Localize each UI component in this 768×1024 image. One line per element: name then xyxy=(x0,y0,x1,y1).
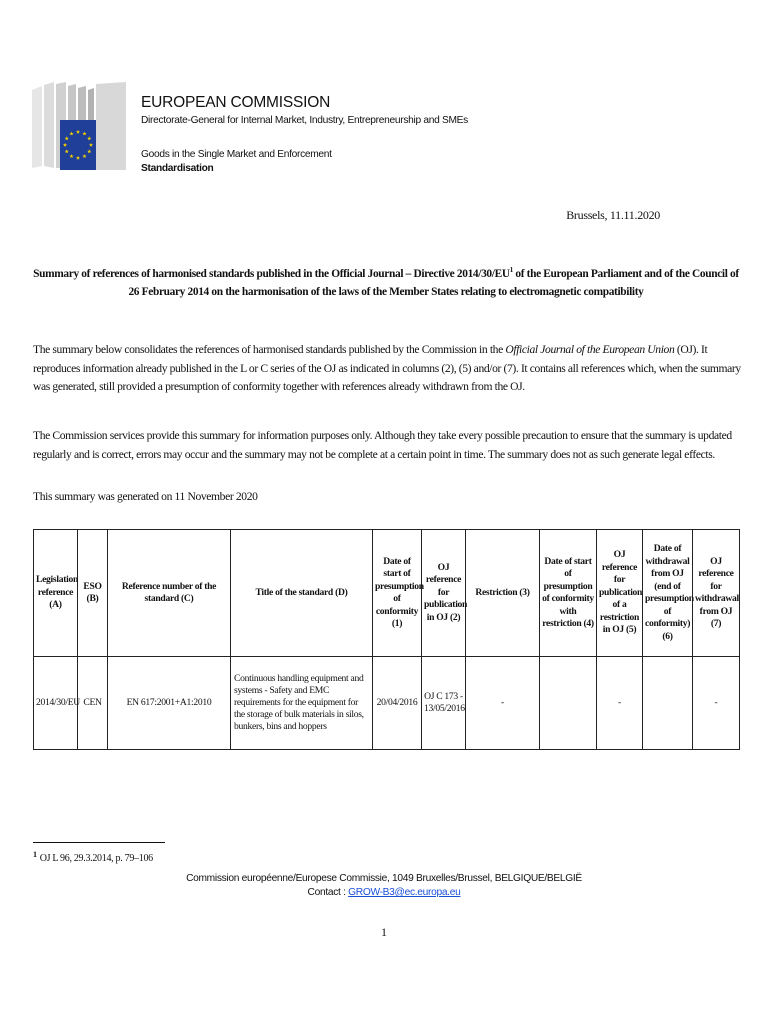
intro-text-a: The summary below consolidates the references of harmonised standards published by the Commission in the xyxy=(33,343,506,356)
header-legislation-reference: Legislation reference (A) xyxy=(34,530,78,657)
header-restriction: Restriction (3) xyxy=(466,530,540,657)
header-oj-reference-withdrawal: OJ reference for withdrawal from OJ (7) xyxy=(693,530,740,657)
unit-subname: Standardisation xyxy=(141,163,214,174)
header-title: Title of the standard (D) xyxy=(231,530,373,657)
intro-paragraph xyxy=(33,341,743,397)
footer-contact-line xyxy=(0,886,768,900)
header-block xyxy=(141,93,468,175)
intro-text-b: (OJ). It reproduces information already published in the L or C series of the OJ as indicated in columns (2), (5) and/or (7). It contains all references which, when the summary was generated, still provided a presumption of conformity together with references already withdrawn from the OJ. xyxy=(33,343,741,393)
european-commission-logo xyxy=(32,82,126,170)
cell-oj-reference-restriction: - xyxy=(597,657,643,750)
standards-table xyxy=(33,529,740,750)
cell-date-start-presumption: 20/04/2016 xyxy=(373,657,422,750)
cell-restriction: - xyxy=(466,657,540,750)
header-reference-number: Reference number of the standard (C) xyxy=(108,530,231,657)
cell-date-withdrawal xyxy=(643,657,693,750)
cell-title: Continuous handling equipment and systems - Safety and EMC requirements for the equipment for the storage of bulk materials in silos, bunkers, bins and hoppers xyxy=(231,657,373,750)
european-commission-logo-icon xyxy=(32,82,126,170)
cell-legislation-reference: 2014/30/EU xyxy=(34,657,78,750)
title-rest: of the European Parliament and of the Council of 26 February 2014 on the harmonisation of the laws of the Member States relating to electromagnetic compatibility xyxy=(128,268,739,298)
header-oj-reference-publication: OJ reference for publication in OJ (2) xyxy=(422,530,466,657)
table-row xyxy=(34,657,740,750)
header-date-withdrawal: Date of withdrawal from OJ (end of presumption of conformity) (6) xyxy=(643,530,693,657)
organisation-name: EUROPEAN COMMISSION xyxy=(141,94,331,111)
directorate-name: Directorate-General for Internal Market, Industry, Entrepreneurship and SMEs xyxy=(141,115,468,126)
cell-oj-reference-publication: OJ C 173 - 13/05/2016 xyxy=(422,657,466,750)
generated-date-paragraph: This summary was generated on 11 November 2020 xyxy=(33,490,258,503)
contact-label: Contact : xyxy=(307,887,349,898)
footer-contact xyxy=(0,872,768,900)
intro-journal-name: Official Journal of the European Union xyxy=(505,343,675,356)
contact-email-link[interactable]: GROW-B3@ec.europa.eu xyxy=(348,887,461,898)
unit-name: Goods in the Single Market and Enforcement xyxy=(141,149,332,160)
footnote-text: OJ L 96, 29.3.2014, p. 79–106 xyxy=(39,853,153,864)
header-date-start-restriction: Date of start of presumption of conformity with restriction (4) xyxy=(540,530,597,657)
footnote-divider xyxy=(33,842,165,843)
title-footnote-ref[interactable]: 1 xyxy=(509,266,513,275)
header-date-start-presumption: Date of start of presumption of conformity (1) xyxy=(373,530,422,657)
footer-address: Commission européenne/Europese Commissie, 1049 Bruxelles/Brussel, BELGIQUE/BELGIË xyxy=(186,873,582,884)
footnote-number: 1 xyxy=(33,849,37,859)
title-main: Summary of references of harmonised standards published in the Official Journal – Directive 2014/30/EU xyxy=(33,268,510,280)
cell-reference-number: EN 617:2001+A1:2010 xyxy=(108,657,231,750)
page-number: 1 xyxy=(381,925,387,939)
footnote xyxy=(33,849,153,864)
cell-oj-reference-withdrawal: - xyxy=(693,657,740,750)
table-header-row xyxy=(34,530,740,657)
header-oj-reference-restriction: OJ reference for publication of a restriction in OJ (5) xyxy=(597,530,643,657)
document-date: Brussels, 11.11.2020 xyxy=(566,208,660,222)
document-title xyxy=(33,265,739,301)
cell-eso: CEN xyxy=(78,657,108,750)
disclaimer-paragraph: The Commission services provide this summary for information purposes only. Although they take every possible precaution to ensure that the summary is updated regularly and is correct, errors may occur and the summary may not be complete at a certain point in time. The summary does not as such generate legal effects. xyxy=(33,429,732,461)
header-eso: ESO (B) xyxy=(78,530,108,657)
cell-date-start-restriction xyxy=(540,657,597,750)
